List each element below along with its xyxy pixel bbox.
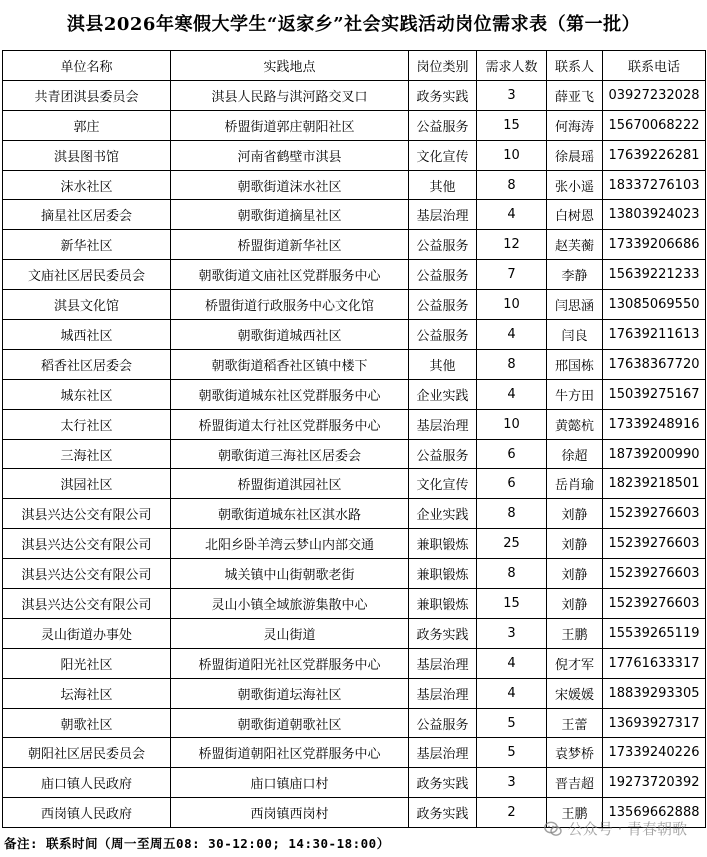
cell-unit: 新华社区 xyxy=(3,230,171,260)
cell-count: 4 xyxy=(477,320,547,350)
cell-location: 桥盟街道淇园社区 xyxy=(171,469,409,499)
cell-contact: 薛亚飞 xyxy=(547,80,603,110)
wechat-icon xyxy=(544,821,562,837)
header-contact: 联系人 xyxy=(547,51,603,81)
cell-phone: 17639211613 xyxy=(603,320,706,350)
header-unit: 单位名称 xyxy=(3,51,171,81)
cell-contact: 宋媛媛 xyxy=(547,678,603,708)
cell-count: 4 xyxy=(477,379,547,409)
cell-contact: 岳肖瑜 xyxy=(547,469,603,499)
cell-location: 朝歌街道坛海社区 xyxy=(171,678,409,708)
cell-unit: 太行社区 xyxy=(3,409,171,439)
table-row xyxy=(3,110,706,140)
cell-contact: 王鹏 xyxy=(547,618,603,648)
table-row xyxy=(3,140,706,170)
cell-category: 基层治理 xyxy=(409,738,477,768)
cell-phone: 17339248916 xyxy=(603,409,706,439)
cell-contact: 王鹏 xyxy=(547,798,603,828)
cell-category: 文化宣传 xyxy=(409,469,477,499)
cell-contact: 徐晨瑶 xyxy=(547,140,603,170)
cell-location: 城关镇中山街朝歌老街 xyxy=(171,559,409,589)
cell-phone: 18337276103 xyxy=(603,170,706,200)
table-row xyxy=(3,230,706,260)
cell-contact: 徐超 xyxy=(547,439,603,469)
table-row xyxy=(3,529,706,559)
cell-location: 桥盟街道行政服务中心文化馆 xyxy=(171,290,409,320)
cell-count: 10 xyxy=(477,409,547,439)
cell-location: 朝歌街道城西社区 xyxy=(171,320,409,350)
cell-category: 公益服务 xyxy=(409,708,477,738)
cell-count: 6 xyxy=(477,469,547,499)
table-row xyxy=(3,409,706,439)
cell-count: 6 xyxy=(477,439,547,469)
table-row xyxy=(3,170,706,200)
cell-category: 公益服务 xyxy=(409,230,477,260)
cell-contact: 牛方田 xyxy=(547,379,603,409)
cell-unit: 稻香社区居委会 xyxy=(3,349,171,379)
cell-count: 8 xyxy=(477,349,547,379)
cell-phone: 15539265119 xyxy=(603,618,706,648)
cell-count: 4 xyxy=(477,200,547,230)
cell-phone: 15239276603 xyxy=(603,589,706,619)
watermark xyxy=(544,818,687,839)
cell-category: 基层治理 xyxy=(409,409,477,439)
cell-contact: 赵芙蘅 xyxy=(547,230,603,260)
table-row xyxy=(3,80,706,110)
table-row xyxy=(3,589,706,619)
cell-unit: 城东社区 xyxy=(3,379,171,409)
cell-phone: 15239276603 xyxy=(603,499,706,529)
cell-unit: 灵山街道办事处 xyxy=(3,618,171,648)
cell-unit: 阳光社区 xyxy=(3,648,171,678)
cell-category: 基层治理 xyxy=(409,678,477,708)
cell-phone: 19273720392 xyxy=(603,768,706,798)
cell-contact: 袁梦桥 xyxy=(547,738,603,768)
cell-category: 企业实践 xyxy=(409,379,477,409)
table-row xyxy=(3,559,706,589)
cell-unit: 共青团淇县委员会 xyxy=(3,80,171,110)
cell-phone: 13693927317 xyxy=(603,708,706,738)
cell-unit: 庙口镇人民政府 xyxy=(3,768,171,798)
cell-category: 政务实践 xyxy=(409,798,477,828)
cell-phone: 17639226281 xyxy=(603,140,706,170)
cell-phone: 17638367720 xyxy=(603,349,706,379)
cell-contact: 闫良 xyxy=(547,320,603,350)
cell-count: 15 xyxy=(477,589,547,619)
cell-location: 朝歌街道摘星社区 xyxy=(171,200,409,230)
cell-category: 其他 xyxy=(409,170,477,200)
cell-phone: 15639221233 xyxy=(603,260,706,290)
cell-phone: 13085069550 xyxy=(603,290,706,320)
cell-count: 7 xyxy=(477,260,547,290)
table-row xyxy=(3,708,706,738)
cell-count: 8 xyxy=(477,559,547,589)
table-row xyxy=(3,469,706,499)
cell-unit: 郭庄 xyxy=(3,110,171,140)
cell-location: 朝歌街道文庙社区党群服务中心 xyxy=(171,260,409,290)
footnote: 备注: 联系时间（周一至周五08: 30-12:00; 14:30-18:00） xyxy=(4,836,390,851)
cell-unit: 淇县文化馆 xyxy=(3,290,171,320)
table-row xyxy=(3,320,706,350)
table-row xyxy=(3,290,706,320)
cell-location: 朝歌街道沫水社区 xyxy=(171,170,409,200)
cell-location: 桥盟街道朝阳社区党群服务中心 xyxy=(171,738,409,768)
cell-count: 10 xyxy=(477,290,547,320)
cell-location: 西岗镇西岗村 xyxy=(171,798,409,828)
cell-phone: 18739200990 xyxy=(603,439,706,469)
table-row xyxy=(3,260,706,290)
table-row xyxy=(3,439,706,469)
cell-unit: 淇县兴达公交有限公司 xyxy=(3,559,171,589)
cell-category: 公益服务 xyxy=(409,320,477,350)
job-demand-table xyxy=(2,50,706,828)
cell-count: 4 xyxy=(477,648,547,678)
cell-phone: 17761633317 xyxy=(603,648,706,678)
cell-phone: 13569662888 xyxy=(603,798,706,828)
cell-count: 3 xyxy=(477,768,547,798)
cell-location: 河南省鹤壁市淇县 xyxy=(171,140,409,170)
header-count: 需求人数 xyxy=(477,51,547,81)
cell-contact: 闫思涵 xyxy=(547,290,603,320)
cell-unit: 朝歌社区 xyxy=(3,708,171,738)
cell-phone: 18239218501 xyxy=(603,469,706,499)
cell-location: 朝歌街道城东社区党群服务中心 xyxy=(171,379,409,409)
cell-unit: 摘星社区居委会 xyxy=(3,200,171,230)
cell-category: 政务实践 xyxy=(409,80,477,110)
cell-unit: 淇县兴达公交有限公司 xyxy=(3,499,171,529)
cell-category: 文化宣传 xyxy=(409,140,477,170)
cell-contact: 李静 xyxy=(547,260,603,290)
cell-location: 桥盟街道太行社区党群服务中心 xyxy=(171,409,409,439)
cell-location: 灵山小镇全域旅游集散中心 xyxy=(171,589,409,619)
cell-phone: 13803924023 xyxy=(603,200,706,230)
cell-count: 2 xyxy=(477,798,547,828)
cell-contact: 白树恩 xyxy=(547,200,603,230)
table-row xyxy=(3,768,706,798)
cell-count: 5 xyxy=(477,708,547,738)
cell-location: 朝歌街道城东社区淇水路 xyxy=(171,499,409,529)
cell-category: 兼职锻炼 xyxy=(409,559,477,589)
cell-location: 桥盟街道新华社区 xyxy=(171,230,409,260)
table-row xyxy=(3,678,706,708)
cell-contact: 何海涛 xyxy=(547,110,603,140)
cell-phone: 15039275167 xyxy=(603,379,706,409)
cell-count: 10 xyxy=(477,140,547,170)
cell-category: 公益服务 xyxy=(409,260,477,290)
cell-location: 桥盟街道阳光社区党群服务中心 xyxy=(171,648,409,678)
cell-unit: 淇园社区 xyxy=(3,469,171,499)
table-row xyxy=(3,349,706,379)
cell-unit: 三海社区 xyxy=(3,439,171,469)
page-title: 淇县2026年寒假大学生“返家乡”社会实践活动岗位需求表（第一批） xyxy=(66,14,641,35)
cell-phone: 17339240226 xyxy=(603,738,706,768)
cell-unit: 城西社区 xyxy=(3,320,171,350)
cell-category: 企业实践 xyxy=(409,499,477,529)
cell-location: 灵山街道 xyxy=(171,618,409,648)
cell-unit: 西岗镇人民政府 xyxy=(3,798,171,828)
cell-count: 12 xyxy=(477,230,547,260)
cell-unit: 淇县兴达公交有限公司 xyxy=(3,589,171,619)
cell-location: 桥盟街道郭庄朝阳社区 xyxy=(171,110,409,140)
cell-contact: 倪才军 xyxy=(547,648,603,678)
cell-location: 朝歌街道三海社区居委会 xyxy=(171,439,409,469)
table-row xyxy=(3,738,706,768)
cell-category: 政务实践 xyxy=(409,618,477,648)
cell-category: 公益服务 xyxy=(409,290,477,320)
cell-phone: 03927232028 xyxy=(603,80,706,110)
cell-location: 朝歌街道朝歌社区 xyxy=(171,708,409,738)
header-category: 岗位类别 xyxy=(409,51,477,81)
cell-count: 3 xyxy=(477,80,547,110)
cell-contact: 王蕾 xyxy=(547,708,603,738)
cell-unit: 淇县兴达公交有限公司 xyxy=(3,529,171,559)
table-row xyxy=(3,379,706,409)
cell-count: 8 xyxy=(477,499,547,529)
cell-count: 4 xyxy=(477,678,547,708)
table-row xyxy=(3,618,706,648)
cell-category: 公益服务 xyxy=(409,439,477,469)
cell-count: 5 xyxy=(477,738,547,768)
cell-count: 15 xyxy=(477,110,547,140)
cell-contact: 邢国栋 xyxy=(547,349,603,379)
cell-category: 基层治理 xyxy=(409,648,477,678)
cell-location: 淇县人民路与淇河路交叉口 xyxy=(171,80,409,110)
cell-contact: 刘静 xyxy=(547,499,603,529)
cell-unit: 沫水社区 xyxy=(3,170,171,200)
cell-location: 庙口镇庙口村 xyxy=(171,768,409,798)
table-row xyxy=(3,499,706,529)
cell-category: 其他 xyxy=(409,349,477,379)
cell-unit: 文庙社区居民委员会 xyxy=(3,260,171,290)
cell-location: 北阳乡卧羊湾云梦山内部交通 xyxy=(171,529,409,559)
table-row xyxy=(3,648,706,678)
cell-unit: 坛海社区 xyxy=(3,678,171,708)
cell-phone: 18839293305 xyxy=(603,678,706,708)
cell-contact: 刘静 xyxy=(547,529,603,559)
cell-unit: 朝阳社区居民委员会 xyxy=(3,738,171,768)
cell-location: 朝歌街道稻香社区镇中楼下 xyxy=(171,349,409,379)
cell-phone: 17339206686 xyxy=(603,230,706,260)
watermark-text: 公众号 · 青春朝歌 xyxy=(567,820,687,838)
cell-category: 基层治理 xyxy=(409,200,477,230)
cell-contact: 刘静 xyxy=(547,559,603,589)
header-phone: 联系电话 xyxy=(603,51,706,81)
cell-category: 兼职锻炼 xyxy=(409,529,477,559)
cell-contact: 张小遥 xyxy=(547,170,603,200)
cell-count: 8 xyxy=(477,170,547,200)
cell-category: 兼职锻炼 xyxy=(409,589,477,619)
table-row xyxy=(3,200,706,230)
cell-count: 3 xyxy=(477,618,547,648)
cell-phone: 15670068222 xyxy=(603,110,706,140)
cell-category: 公益服务 xyxy=(409,110,477,140)
cell-category: 政务实践 xyxy=(409,768,477,798)
cell-contact: 黄懿杭 xyxy=(547,409,603,439)
cell-count: 25 xyxy=(477,529,547,559)
cell-contact: 刘静 xyxy=(547,589,603,619)
cell-phone: 15239276603 xyxy=(603,559,706,589)
cell-phone: 15239276603 xyxy=(603,529,706,559)
cell-contact: 晋吉超 xyxy=(547,768,603,798)
table-header-row xyxy=(3,51,706,81)
cell-unit: 淇县图书馆 xyxy=(3,140,171,170)
header-location: 实践地点 xyxy=(171,51,409,81)
